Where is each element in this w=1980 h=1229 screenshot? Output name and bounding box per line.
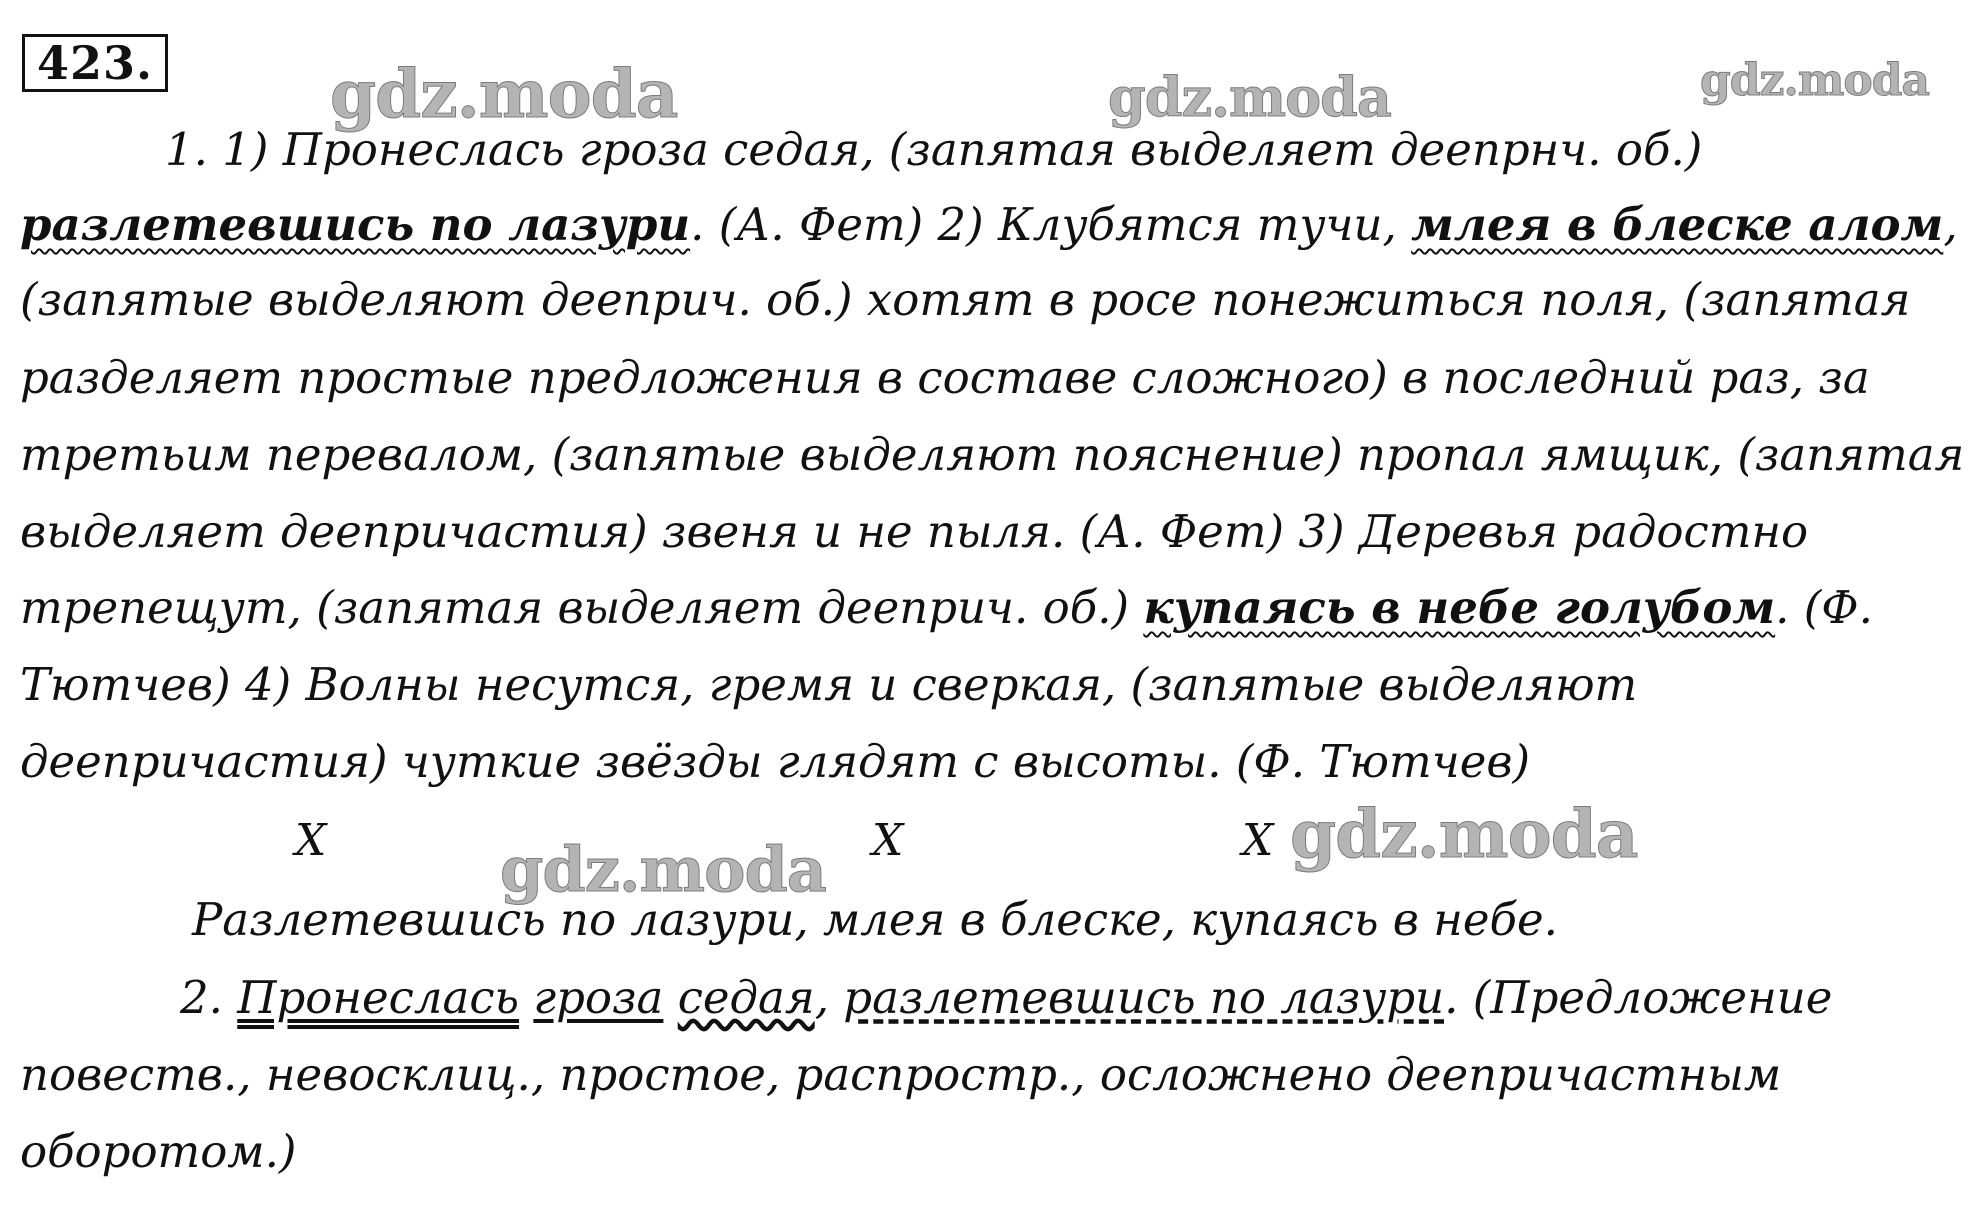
text-line: 1. 1) Пронеслась гроза седая, (запятая выделяет деепрнч. об.): [165, 123, 1703, 176]
text-segment: ,: [1943, 198, 1958, 251]
text-line: [180, 968, 1832, 1028]
text-line: деепричастия) чуткие звёзды глядят с высоты. (Ф. Тютчев): [20, 735, 1531, 788]
x-mark: X: [1242, 815, 1274, 866]
subject: гроза: [533, 971, 664, 1024]
text-line: выделяет деепричастия) звеня и не пыля. (А. Фет) 3) Деревья радостно: [20, 505, 1809, 558]
adverbial-phrase: разлетевшись по лазури: [843, 971, 1445, 1024]
text-segment: ,: [814, 971, 844, 1024]
text-segment: трепещут, (запятая выделяет дееприч. об.): [20, 581, 1144, 634]
watermark: gdz.moda: [1108, 65, 1391, 129]
participial-phrase: купаясь в небе голубом: [1143, 581, 1776, 634]
text-line: Разлетевшись по лазури, млея в блеске, купаясь в небе.: [192, 893, 1558, 946]
text-segment: . (Ф.: [1775, 581, 1873, 634]
x-mark: X: [295, 815, 327, 866]
text-segment: 2.: [180, 971, 238, 1024]
participial-phrase: разлетевшись по лазури: [20, 198, 691, 251]
attribute: седая: [677, 971, 815, 1024]
text-line: повеств., невосклиц., простое, распростр., осложнено деепричастным: [20, 1048, 1782, 1101]
text-line: Тютчев) 4) Волны несутся, гремя и сверкая, (запятые выделяют: [20, 658, 1638, 711]
text-line: [20, 578, 1873, 638]
watermark: gdz.moda: [1700, 55, 1930, 106]
predicate: Пронеслась: [237, 971, 520, 1024]
watermark: gdz.moda: [330, 55, 678, 133]
text-segment: . (А. Фет) 2) Клубятся тучи,: [690, 198, 1412, 251]
text-line: третьим перевалом, (запятые выделяют пояснение) пропал ямщик, (запятая: [20, 428, 1965, 481]
task-number: 423.: [22, 34, 168, 92]
participial-phrase: млея в блеске алом: [1411, 198, 1944, 251]
watermark: gdz.moda: [500, 833, 826, 906]
x-mark: X: [872, 815, 904, 866]
watermark: gdz.moda: [1290, 795, 1638, 873]
text-line: [20, 195, 1958, 255]
text-line: оборотом.): [20, 1125, 297, 1178]
text-line: (запятые выделяют дееприч. об.) хотят в росе понежиться поля, (запятая: [20, 273, 1911, 326]
text-segment: . (Предложение: [1444, 971, 1833, 1024]
text-line: разделяет простые предложения в составе сложного) в последний раз, за: [20, 351, 1870, 404]
